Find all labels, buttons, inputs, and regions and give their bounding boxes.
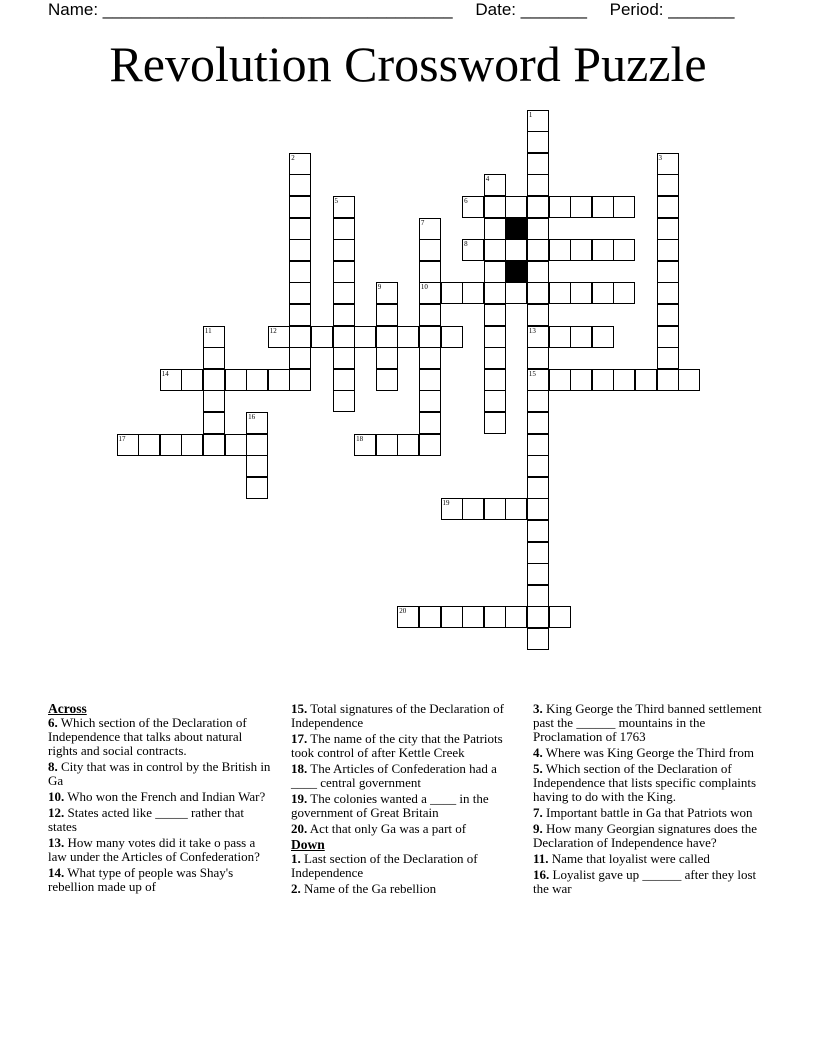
grid-cell[interactable] [527, 477, 549, 499]
grid-cell[interactable] [333, 369, 355, 391]
grid-cell[interactable] [397, 606, 419, 628]
across-heading: Across [48, 701, 87, 716]
clue-item-number: 12. [48, 805, 65, 820]
grid-cell[interactable] [397, 434, 419, 456]
clue-item-text: City that was in control by the British in Ga [48, 759, 271, 788]
grid-cell[interactable] [484, 196, 506, 218]
clue-number: 8 [464, 240, 468, 249]
clue-item [533, 702, 765, 744]
grid-cell[interactable] [484, 174, 506, 196]
clue-number: 19 [442, 499, 450, 508]
clue-item-text: The name of the city that the Patriots took control of after Kettle Creek [291, 731, 503, 760]
grid-cell[interactable] [246, 477, 268, 499]
grid-cell[interactable] [592, 196, 614, 218]
grid-cell[interactable] [441, 326, 463, 348]
grid-cell[interactable] [376, 304, 398, 326]
clue-item-number: 7. [533, 805, 543, 820]
grid-cell[interactable] [484, 239, 506, 261]
grid-cell[interactable] [419, 434, 441, 456]
clue-item-text: Important battle in Ga that Patriots won [542, 805, 753, 820]
grid-cell[interactable] [613, 196, 635, 218]
clue-item-text: States acted like _____ rather that states [48, 805, 245, 834]
clue-item-text: Act that only Ga was a part of [307, 821, 467, 836]
grid-cell[interactable] [246, 369, 268, 391]
grid-cell[interactable] [592, 239, 614, 261]
grid-cell[interactable] [246, 455, 268, 477]
grid-cell[interactable] [354, 434, 376, 456]
grid-cell[interactable] [246, 434, 268, 456]
grid-cell[interactable] [657, 282, 679, 304]
name-field[interactable]: Name: _____________________________________ [48, 0, 453, 19]
across-clue-list [48, 716, 274, 894]
grid-cell[interactable] [505, 498, 527, 520]
page-title: Revolution Crossword Puzzle [109, 36, 707, 92]
clue-item [48, 866, 274, 894]
grid-cell[interactable] [527, 131, 549, 153]
grid-cell[interactable] [527, 239, 549, 261]
clue-item-number: 8. [48, 759, 58, 774]
down-clue-list [291, 852, 513, 896]
clues-column-1 [48, 702, 274, 896]
grid-cell[interactable] [484, 606, 506, 628]
grid-cell[interactable] [527, 563, 549, 585]
grid-cell[interactable] [289, 196, 311, 218]
grid-cell[interactable] [333, 239, 355, 261]
grid-cell[interactable] [462, 282, 484, 304]
clue-item-number: 13. [48, 835, 65, 850]
grid-cell[interactable] [462, 498, 484, 520]
grid-cell[interactable] [160, 369, 182, 391]
clues-column-2 [291, 702, 513, 898]
grid-cell[interactable] [505, 239, 527, 261]
down-heading: Down [291, 837, 325, 852]
clue-item [533, 762, 765, 804]
grid-cell[interactable] [527, 304, 549, 326]
grid-cell[interactable] [289, 326, 311, 348]
grid-cell[interactable] [657, 369, 679, 391]
blocked-cell [505, 261, 527, 283]
grid-cell[interactable] [527, 498, 549, 520]
grid-cell[interactable] [225, 369, 247, 391]
grid-cell[interactable] [441, 498, 463, 520]
clue-item-number: 18. [291, 761, 308, 776]
clue-item [291, 702, 513, 730]
clue-item-text: Total signatures of the Declaration of Independence [291, 701, 504, 730]
clue-item-number: 19. [291, 791, 308, 806]
grid-cell[interactable] [203, 369, 225, 391]
clue-item-text: Which section of the Declaration of Independence that talks about natural rights and social contracts. [48, 715, 247, 758]
clue-item-text: Loyalist gave up ______ after they lost the war [533, 867, 757, 896]
clue-item-text: How many Georgian signatures does the Declaration of Independence have? [533, 821, 757, 850]
grid-cell[interactable] [484, 498, 506, 520]
grid-cell[interactable] [246, 412, 268, 434]
grid-cell[interactable] [289, 174, 311, 196]
grid-cell[interactable] [657, 218, 679, 240]
grid-cell[interactable] [289, 304, 311, 326]
clue-item-number: 3. [533, 701, 543, 716]
grid-cell[interactable] [311, 326, 333, 348]
grid-cell[interactable] [419, 390, 441, 412]
clue-item-text: Name that loyalist were called [548, 851, 710, 866]
grid-cell[interactable] [549, 282, 571, 304]
grid-cell[interactable] [505, 606, 527, 628]
clue-item [291, 882, 513, 896]
grid-cell[interactable] [613, 282, 635, 304]
grid-cell[interactable] [527, 153, 549, 175]
grid-cell[interactable] [527, 628, 549, 650]
clue-item-number: 16. [533, 867, 550, 882]
grid-cell[interactable] [289, 261, 311, 283]
grid-cell[interactable] [181, 369, 203, 391]
clues-column-3 [533, 702, 765, 898]
clue-item [48, 806, 274, 834]
clue-number: 4 [485, 175, 490, 184]
clue-number: 7 [420, 218, 425, 227]
clue-number: 13 [528, 326, 536, 335]
grid-cell[interactable] [527, 606, 549, 628]
clue-number: 11 [204, 326, 212, 335]
grid-cell[interactable] [289, 369, 311, 391]
clue-item [533, 806, 765, 820]
grid-cell[interactable] [527, 390, 549, 412]
grid-cell[interactable] [376, 282, 398, 304]
clue-number: 2 [291, 153, 295, 162]
clue-item [533, 868, 765, 896]
grid-cell[interactable] [419, 282, 441, 304]
grid-cell[interactable] [462, 196, 484, 218]
grid-cell[interactable] [527, 110, 549, 132]
grid-cell[interactable] [592, 282, 614, 304]
grid-cell[interactable] [592, 326, 614, 348]
grid-cell[interactable] [484, 369, 506, 391]
grid-cell[interactable] [657, 261, 679, 283]
clue-item-number: 14. [48, 865, 65, 880]
grid-cell[interactable] [527, 542, 549, 564]
grid-cell[interactable] [678, 369, 700, 391]
grid-cell[interactable] [138, 434, 160, 456]
grid-cell[interactable] [419, 218, 441, 240]
clue-number: 9 [377, 283, 382, 292]
clue-item-number: 17. [291, 731, 308, 746]
grid-cell[interactable] [484, 390, 506, 412]
clue-item-number: 10. [48, 789, 65, 804]
clue-number: 1 [528, 110, 533, 119]
grid-cell[interactable] [549, 606, 571, 628]
grid-cell[interactable] [527, 196, 549, 218]
grid-cell[interactable] [419, 326, 441, 348]
grid-cell[interactable] [203, 434, 225, 456]
clue-item-text: How many votes did it take o pass a law under the Articles of Confederation? [48, 835, 260, 864]
grid-cell[interactable] [419, 304, 441, 326]
grid-cell[interactable] [657, 174, 679, 196]
date-field[interactable]: Date: _______ [475, 0, 587, 19]
clue-item [533, 852, 765, 866]
grid-cell[interactable] [484, 412, 506, 434]
clue-item [291, 852, 513, 880]
grid-cell[interactable] [527, 412, 549, 434]
blocked-cell [505, 218, 527, 240]
grid-cell[interactable] [333, 326, 355, 348]
clue-item-number: 11. [533, 851, 549, 866]
grid-cell[interactable] [181, 434, 203, 456]
grid-cell[interactable] [527, 326, 549, 348]
grid-cell[interactable] [203, 326, 225, 348]
grid-cell[interactable] [549, 239, 571, 261]
clue-item-text: Where was King George the Third from [542, 745, 754, 760]
period-field[interactable]: Period: _______ [609, 0, 735, 19]
clue-number: 10 [420, 283, 428, 292]
grid-cell[interactable] [462, 239, 484, 261]
grid-cell[interactable] [657, 153, 679, 175]
grid-cell[interactable] [613, 369, 635, 391]
clue-number: 18 [356, 434, 364, 443]
grid-cell[interactable] [268, 369, 290, 391]
grid-cell[interactable] [376, 369, 398, 391]
clue-item-number: 4. [533, 745, 543, 760]
grid-cell[interactable] [333, 390, 355, 412]
grid-cell[interactable] [549, 369, 571, 391]
grid-cell[interactable] [484, 326, 506, 348]
grid-cell[interactable] [160, 434, 182, 456]
grid-cell[interactable] [333, 218, 355, 240]
grid-cell[interactable] [289, 153, 311, 175]
grid-cell[interactable] [354, 326, 376, 348]
clue-item-number: 15. [291, 701, 308, 716]
student-info-header [48, 0, 734, 20]
grid-cell[interactable] [441, 282, 463, 304]
clue-number: 15 [528, 369, 536, 378]
grid-cell[interactable] [613, 239, 635, 261]
grid-cell[interactable] [527, 347, 549, 369]
grid-cell[interactable] [592, 369, 614, 391]
grid-cell[interactable] [505, 196, 527, 218]
grid-cell[interactable] [484, 347, 506, 369]
grid-cell[interactable] [289, 239, 311, 261]
grid-cell[interactable] [484, 218, 506, 240]
across-clue-list-continued [291, 702, 513, 836]
clue-item [48, 716, 274, 758]
grid-cell[interactable] [419, 261, 441, 283]
grid-cell[interactable] [376, 434, 398, 456]
clue-item [291, 822, 513, 836]
grid-cell[interactable] [289, 218, 311, 240]
grid-cell[interactable] [527, 282, 549, 304]
clue-item [291, 732, 513, 760]
grid-cell[interactable] [505, 282, 527, 304]
grid-cell[interactable] [462, 606, 484, 628]
clue-item-text: The Articles of Confederation had a ____ central government [291, 761, 497, 790]
clue-item-text: Who won the French and Indian War? [64, 789, 266, 804]
grid-cell[interactable] [549, 326, 571, 348]
clue-item [48, 790, 274, 804]
grid-cell[interactable] [570, 326, 592, 348]
clue-item [48, 836, 274, 864]
grid-cell[interactable] [419, 412, 441, 434]
grid-cell[interactable] [527, 585, 549, 607]
clue-number: 5 [334, 196, 338, 205]
clue-item [533, 822, 765, 850]
grid-cell[interactable] [527, 218, 549, 240]
clue-item-number: 1. [291, 851, 301, 866]
grid-cell[interactable] [333, 282, 355, 304]
grid-cell[interactable] [419, 606, 441, 628]
grid-cell[interactable] [376, 347, 398, 369]
clue-item-text: What type of people was Shay's rebellion made up of [48, 865, 234, 894]
clue-item-number: 6. [48, 715, 58, 730]
clue-number: 6 [464, 196, 468, 205]
grid-cell[interactable] [570, 369, 592, 391]
grid-cell[interactable] [289, 282, 311, 304]
grid-cell[interactable] [441, 606, 463, 628]
grid-cell[interactable] [527, 434, 549, 456]
grid-cell[interactable] [484, 282, 506, 304]
grid-cell[interactable] [419, 347, 441, 369]
grid-cell[interactable] [333, 304, 355, 326]
clue-item [291, 762, 513, 790]
clue-number: 16 [248, 412, 256, 421]
clue-item-number: 2. [291, 881, 301, 896]
grid-cell[interactable] [657, 347, 679, 369]
down-clue-list-continued [533, 702, 765, 896]
grid-cell[interactable] [570, 196, 592, 218]
grid-cell[interactable] [117, 434, 139, 456]
grid-cell[interactable] [203, 347, 225, 369]
clue-item-number: 20. [291, 821, 308, 836]
grid-cell[interactable] [268, 326, 290, 348]
clue-item-text: Name of the Ga rebellion [300, 881, 437, 896]
clue-item-number: 5. [533, 761, 543, 776]
grid-cell[interactable] [527, 520, 549, 542]
grid-cell[interactable] [333, 196, 355, 218]
clue-item-text: King George the Third banned settlement past the ______ mountains in the Proclamation of 1763 [533, 701, 762, 744]
clue-number: 12 [269, 326, 277, 335]
grid-cell[interactable] [419, 369, 441, 391]
clue-item-text: The colonies wanted a ____ in the government of Great Britain [291, 791, 489, 820]
grid-cell[interactable] [376, 326, 398, 348]
clue-item [48, 760, 274, 788]
clue-number: 17 [118, 434, 126, 443]
grid-cell[interactable] [203, 412, 225, 434]
clue-item [291, 792, 513, 820]
grid-cell[interactable] [203, 390, 225, 412]
grid-cell[interactable] [657, 239, 679, 261]
grid-cell[interactable] [484, 304, 506, 326]
grid-cell[interactable] [289, 347, 311, 369]
clue-item-number: 9. [533, 821, 543, 836]
clue-number: 14 [161, 369, 169, 378]
clue-item-text: Last section of the Declaration of Independence [291, 851, 478, 880]
grid-cell[interactable] [570, 282, 592, 304]
grid-cell[interactable] [657, 304, 679, 326]
grid-cell[interactable] [657, 326, 679, 348]
grid-cell[interactable] [419, 239, 441, 261]
clue-item-text: Which section of the Declaration of Independence that lists specific complaints having to do with the King. [533, 761, 757, 804]
grid-cell[interactable] [527, 455, 549, 477]
grid-cell[interactable] [570, 239, 592, 261]
grid-cell[interactable] [527, 174, 549, 196]
clue-number: 3 [658, 153, 662, 162]
clue-number: 20 [399, 607, 407, 616]
grid-cell[interactable] [657, 196, 679, 218]
grid-cell[interactable] [225, 434, 247, 456]
grid-cell[interactable] [484, 261, 506, 283]
grid-cell[interactable] [635, 369, 657, 391]
grid-cell[interactable] [397, 326, 419, 348]
grid-cell[interactable] [333, 347, 355, 369]
grid-cell[interactable] [527, 369, 549, 391]
grid-cell[interactable] [549, 196, 571, 218]
grid-cell[interactable] [527, 261, 549, 283]
clue-item [533, 746, 765, 760]
grid-cell[interactable] [333, 261, 355, 283]
